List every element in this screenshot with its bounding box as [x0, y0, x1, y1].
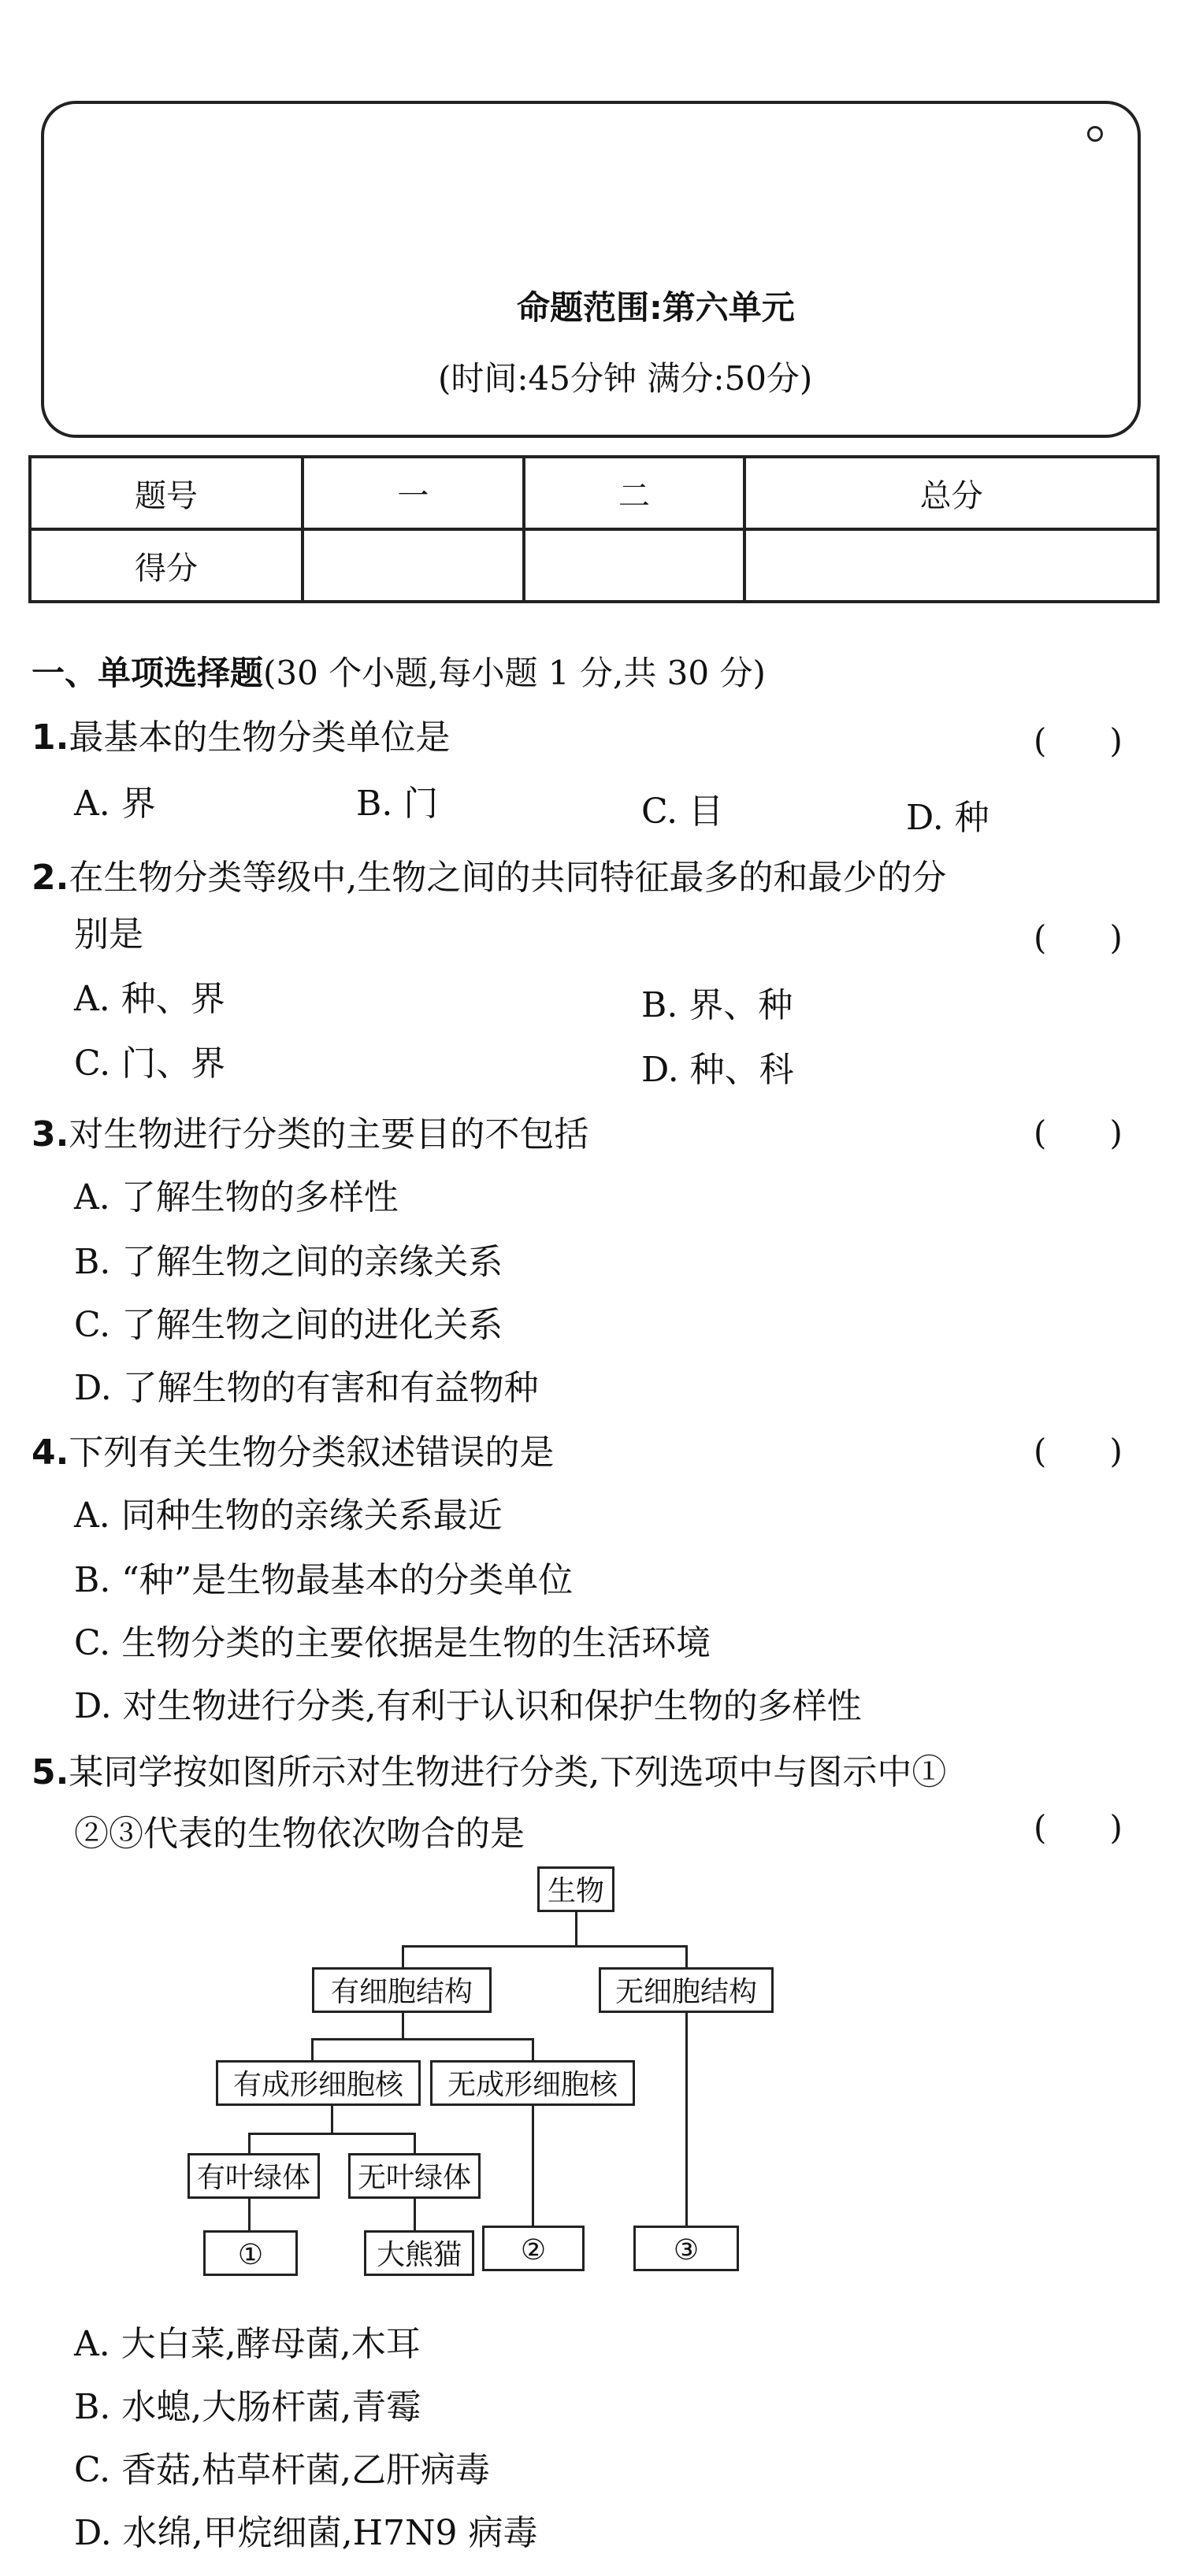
node-nucleus: 有成形细胞核: [216, 2060, 421, 2106]
node-leaf-1: ①: [203, 2230, 298, 2276]
connector: [532, 2106, 534, 2227]
section-note: (30 个小题,每小题 1 分,共 30 分): [263, 654, 766, 692]
table-cell: 题号: [30, 457, 303, 529]
node-organism: 生物: [537, 1866, 614, 1912]
answer-paren-1[interactable]: ( ): [1034, 721, 1123, 760]
question-2-cont: 别是: [74, 914, 143, 954]
node-panda: 大熊猫: [364, 2230, 474, 2276]
option[interactable]: C. 门、界: [74, 1043, 226, 1084]
option[interactable]: D. 对生物进行分类,有利于认识和保护生物的多样性: [74, 1686, 862, 1726]
node-acellular: 无细胞结构: [599, 1967, 774, 2013]
connector: [311, 2038, 314, 2060]
option[interactable]: B. 界、种: [641, 985, 793, 1025]
table-cell: 二: [524, 457, 745, 529]
question-5-cont: ②③代表的生物依次吻合的是: [74, 1814, 525, 1854]
connector: [311, 2038, 533, 2040]
option[interactable]: B. “种”是生物最基本的分类单位: [74, 1560, 574, 1600]
option[interactable]: C. 香菇,枯草杆菌,乙肝病毒: [74, 2450, 491, 2490]
question-3: 3.对生物进行分类的主要目的不包括: [32, 1114, 589, 1155]
question-5: 5.某同学按如图所示对生物进行分类,下列选项中与图示中①: [32, 1752, 947, 1792]
option[interactable]: D. 水绵,甲烷细菌,H7N9 病毒: [74, 2513, 538, 2553]
connector: [414, 2133, 416, 2153]
question-2: 2.在生物分类等级中,生物之间的共同特征最多的和最少的分: [32, 858, 947, 898]
node-leaf-2: ②: [482, 2226, 585, 2271]
option[interactable]: A. 界: [74, 784, 156, 824]
time-info: (时间:45分钟 满分:50分): [438, 359, 813, 398]
connector: [402, 2013, 404, 2038]
connector: [575, 1912, 577, 1945]
option[interactable]: C. 目: [641, 791, 724, 832]
option[interactable]: C. 生物分类的主要依据是生物的生活环境: [74, 1623, 711, 1663]
connector: [248, 2133, 251, 2153]
score-table: [28, 455, 1160, 603]
section-title: 一、单项选择题: [32, 654, 264, 692]
connector: [402, 1945, 687, 1948]
option[interactable]: A. 同种生物的亲缘关系最近: [74, 1496, 503, 1536]
table-row: [30, 457, 1158, 529]
connector: [331, 2106, 333, 2133]
option[interactable]: D. 种、科: [641, 1050, 794, 1090]
table-cell: 总分: [744, 457, 1158, 529]
node-no-chloroplast: 无叶绿体: [348, 2153, 481, 2199]
section-heading: [32, 647, 766, 695]
classification-tree: [196, 1866, 914, 2307]
connector: [402, 1945, 404, 1967]
score-cell[interactable]: [303, 529, 524, 602]
table-cell: 得分: [30, 529, 303, 602]
node-leaf-3: ③: [633, 2226, 739, 2271]
option[interactable]: D. 了解生物的有害和有益物种: [74, 1368, 539, 1408]
table-row: [30, 529, 1158, 602]
node-cellular: 有细胞结构: [312, 1967, 492, 2013]
node-chloroplast: 有叶绿体: [187, 2153, 320, 2199]
connector: [685, 1945, 688, 1967]
connector: [532, 2038, 534, 2060]
answer-paren-5[interactable]: ( ): [1034, 1808, 1123, 1847]
connector: [248, 2199, 251, 2230]
option[interactable]: C. 了解生物之间的进化关系: [74, 1305, 503, 1345]
option[interactable]: A. 了解生物的多样性: [74, 1177, 399, 1218]
connector: [248, 2133, 414, 2135]
score-cell[interactable]: [744, 529, 1158, 602]
score-cell[interactable]: [524, 529, 745, 602]
node-no-nucleus: 无成形细胞核: [430, 2060, 635, 2106]
connector: [685, 2013, 688, 2227]
answer-paren-2[interactable]: ( ): [1034, 918, 1123, 957]
question-1: 1.最基本的生物分类单位是: [32, 717, 451, 758]
option[interactable]: B. 水螅,大肠杆菌,青霉: [74, 2387, 421, 2427]
question-4: 4.下列有关生物分类叙述错误的是: [32, 1433, 555, 1473]
answer-paren-3[interactable]: ( ): [1034, 1114, 1123, 1152]
option[interactable]: A. 大白菜,酵母菌,木耳: [74, 2324, 421, 2364]
connector: [414, 2199, 416, 2230]
option[interactable]: B. 了解生物之间的亲缘关系: [74, 1242, 503, 1282]
option[interactable]: A. 种、界: [74, 979, 225, 1019]
table-cell: 一: [303, 457, 524, 529]
frame-dot: [1087, 126, 1103, 142]
option[interactable]: B. 门: [356, 784, 439, 824]
scope-title: 命题范围:第六单元: [517, 288, 795, 327]
option[interactable]: D. 种: [906, 798, 989, 838]
answer-paren-4[interactable]: ( ): [1034, 1432, 1123, 1470]
